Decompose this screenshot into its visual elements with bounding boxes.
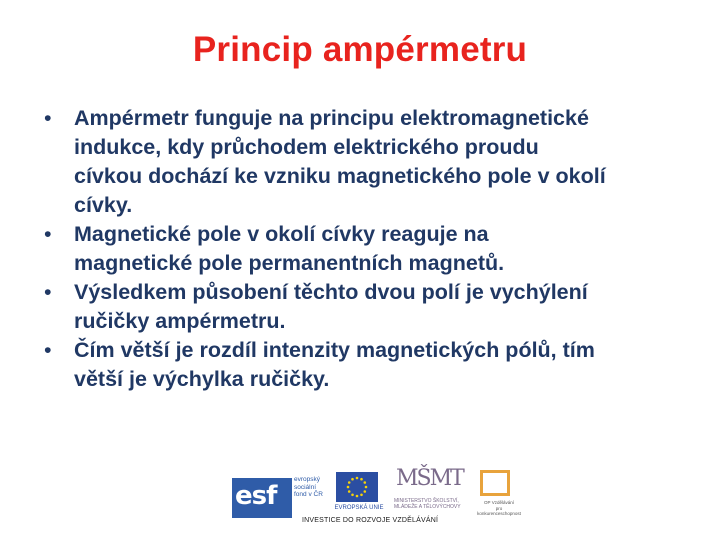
op-logo	[474, 470, 520, 516]
funding-logos	[232, 466, 522, 532]
bullet-item	[44, 104, 684, 220]
bullet-dot: •	[44, 222, 52, 246]
op-logo-line: OP Vzdělávání	[484, 500, 514, 505]
bullet-item	[44, 220, 684, 278]
esf-logo-line: evropský	[294, 476, 321, 483]
bullet-dot: •	[44, 280, 52, 304]
msmt-logo-mark: MŠMT	[396, 466, 463, 491]
bullet-line: Čím větší je rozdíl intenzity magnetických pólů, tím	[74, 338, 595, 362]
op-logo-text	[474, 500, 524, 517]
bullet-line: ručičky ampérmetru.	[74, 309, 286, 333]
bullet-list	[44, 104, 684, 394]
msmt-logo	[392, 468, 462, 516]
op-logo-line: pro konkurenceschopnost	[477, 505, 521, 516]
bullet-line: cívkou dochází ke vzniku magnetického pole v okolí	[74, 164, 606, 188]
msmt-logo-line: MINISTERSTVO ŠKOLSTVÍ,	[394, 498, 459, 504]
bullet-dot: •	[44, 106, 52, 130]
esf-logo-text	[294, 476, 334, 499]
bullet-item	[44, 336, 684, 394]
esf-logo	[232, 472, 328, 516]
eu-logo-label: EVROPSKÁ UNIE	[334, 505, 384, 511]
esf-logo-line: fond v ČR	[294, 491, 323, 498]
eu-stars-icon	[336, 472, 378, 502]
op-logo-frame-icon	[480, 470, 510, 496]
msmt-logo-text	[394, 498, 474, 510]
bullet-line: Výsledkem působení těchto dvou polí je vychýlení	[74, 280, 588, 304]
bullet-line: cívky.	[74, 193, 133, 217]
eu-flag-icon	[336, 472, 378, 502]
esf-logo-line: sociální	[294, 483, 317, 491]
bullet-line: magnetické pole permanentních magnetů.	[74, 251, 505, 275]
esf-logo-box	[232, 478, 292, 518]
msmt-logo-line: MLÁDEŽE A TĚLOVÝCHOVY	[394, 504, 461, 510]
bullet-item	[44, 278, 684, 336]
bullet-dot: •	[44, 338, 52, 362]
bullet-line: indukce, kdy průchodem elektrického proudu	[74, 135, 539, 159]
bullet-line: Ampérmetr funguje na principu elektromagnetické	[74, 106, 589, 130]
slide-title: Princip ampérmetru	[192, 30, 528, 69]
bullet-line: Magnetické pole v okolí cívky reaguje na	[74, 222, 489, 246]
funding-footer-text: INVESTICE DO ROZVOJE VZDĚLÁVÁNÍ	[302, 517, 439, 524]
bullet-line: větší je výchylka ručičky.	[74, 367, 330, 391]
eu-logo	[332, 472, 384, 520]
esf-logo-mark: esf	[235, 481, 277, 511]
